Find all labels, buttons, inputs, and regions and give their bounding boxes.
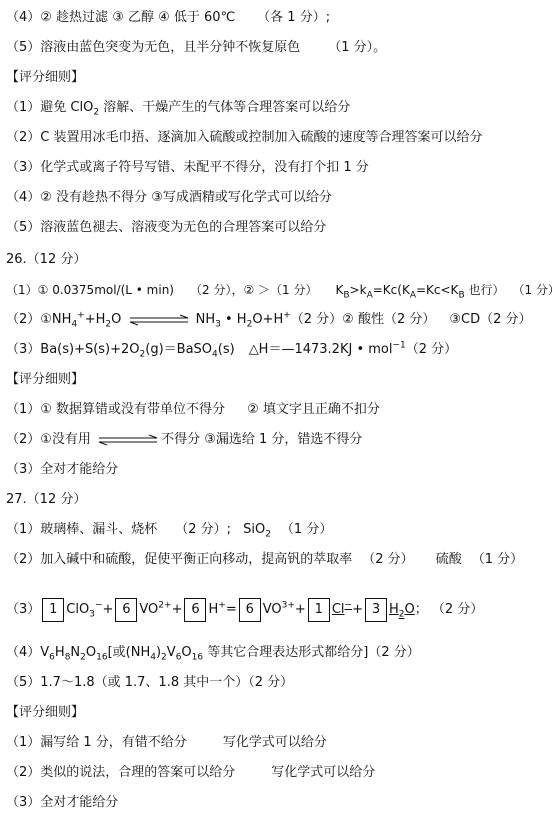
- grading-rule-5: （5）溶液蓝色褪去、溶液变为无色的合理答案可以给分: [6, 220, 327, 235]
- line-q25-4: （4）② 趁热过滤 ③ 乙醇 ④ 低于 60℃ （各 1 分）;: [6, 10, 331, 25]
- line-q26-2: $(2)①NH_4^++H_2O$ $NH_3$ • $H_2O+H^+(2$ 分）② 酸性（2 分） ③CD（2 分）: [6, 310, 532, 330]
- grading-rule-26-2: （2）①没有用 不得分 ③漏选给 1 分，错选不得分: [6, 432, 363, 447]
- coefficient-box: 6: [239, 598, 261, 622]
- question-27-heading: 27.（12 分）: [6, 492, 87, 507]
- grading-rule-27-1: （1）漏写给 1 分，有错不给分 写化学式可以给分: [6, 735, 327, 750]
- line-q26-1: （1）① 0.0375mol/(L • min) （2 分），② ＞（1 分） $K_B>k_A=Kc(K_A=Kc<K_B$ 也行） （1 分）: [6, 283, 560, 301]
- line-q27-3-equation: （3） 1 ClO$_3$−+ 6 $VO^{2+}+ 6$ H+= 6 $VO^{3+}+ 1$ Cl−+ 3 $H_2O$； （2 分）: [6, 595, 483, 625]
- reversible-arrow-icon: [97, 434, 159, 446]
- grading-rule-1: （1）避免 ClO$_2$ 溶解、干燥产生的气体等合理答案可以给分: [6, 100, 351, 118]
- coefficient-box: 1: [42, 598, 64, 622]
- grading-rule-26-1: （1）① 数据算错或没有带单位不得分 ② 填文字且正确不扣分: [6, 402, 380, 417]
- grading-rule-4: （4）② 没有趁热不得分 ③写成酒精或写化学式可以给分: [6, 190, 332, 205]
- grading-rule-26-3: （3）全对才能给分: [6, 462, 119, 477]
- grading-heading-3: 【评分细则】: [6, 705, 85, 720]
- line-q25-5: （5）溶液由蓝色突变为无色，且半分钟不恢复原色 （1 分）。: [6, 40, 387, 55]
- grading-heading-1: 【评分细则】: [6, 70, 85, 85]
- grading-rule-2: （2）C 装置用冰毛巾捂、逐滴加入硫酸或控制加入硫酸的速度等合理答案可以给分: [6, 130, 483, 145]
- line-q27-5: （5）1.7～1.8（或 1.7、1.8 其中一个）（2 分）: [6, 675, 294, 690]
- grading-rule-27-3: （3）全对才能给分: [6, 795, 119, 810]
- coefficient-box: 1: [308, 598, 330, 622]
- line-q26-3: $(3)Ba(s)+S(s)+2O_2(g)=BaSO_4(s)$ △H＝—1473.2KJ • mol$^{-1}$（2 分）: [6, 340, 458, 360]
- reversible-arrow-icon: [128, 314, 190, 326]
- coefficient-box: 6: [115, 598, 137, 622]
- line-q27-1: （1）玻璃棒、漏斗、烧杯 （2 分）; SiO$_2$ （1 分）: [6, 522, 333, 540]
- coefficient-box: 6: [184, 598, 206, 622]
- grading-heading-2: 【评分细则】: [6, 372, 85, 387]
- coefficient-box: 3: [365, 598, 387, 622]
- grading-rule-3: （3）化学式或离子符号写错、未配平不得分，没有打个扣 1 分: [6, 160, 369, 175]
- line-q27-4: $(4)V_6H_8N_2O_{16}$[或$(NH_4)_2V_6O_{16}$ 等其它合理表达形式都给分]（2 分）: [6, 645, 420, 663]
- line-q27-2: （2）加入碱中和硫酸，促使平衡正向移动，提高钒的萃取率 （2 分） 硫酸 （1 分）: [6, 552, 524, 567]
- grading-rule-27-2: （2）类似的说法，合理的答案可以给分 写化学式可以给分: [6, 765, 376, 780]
- question-26-heading: 26.（12 分）: [6, 252, 87, 267]
